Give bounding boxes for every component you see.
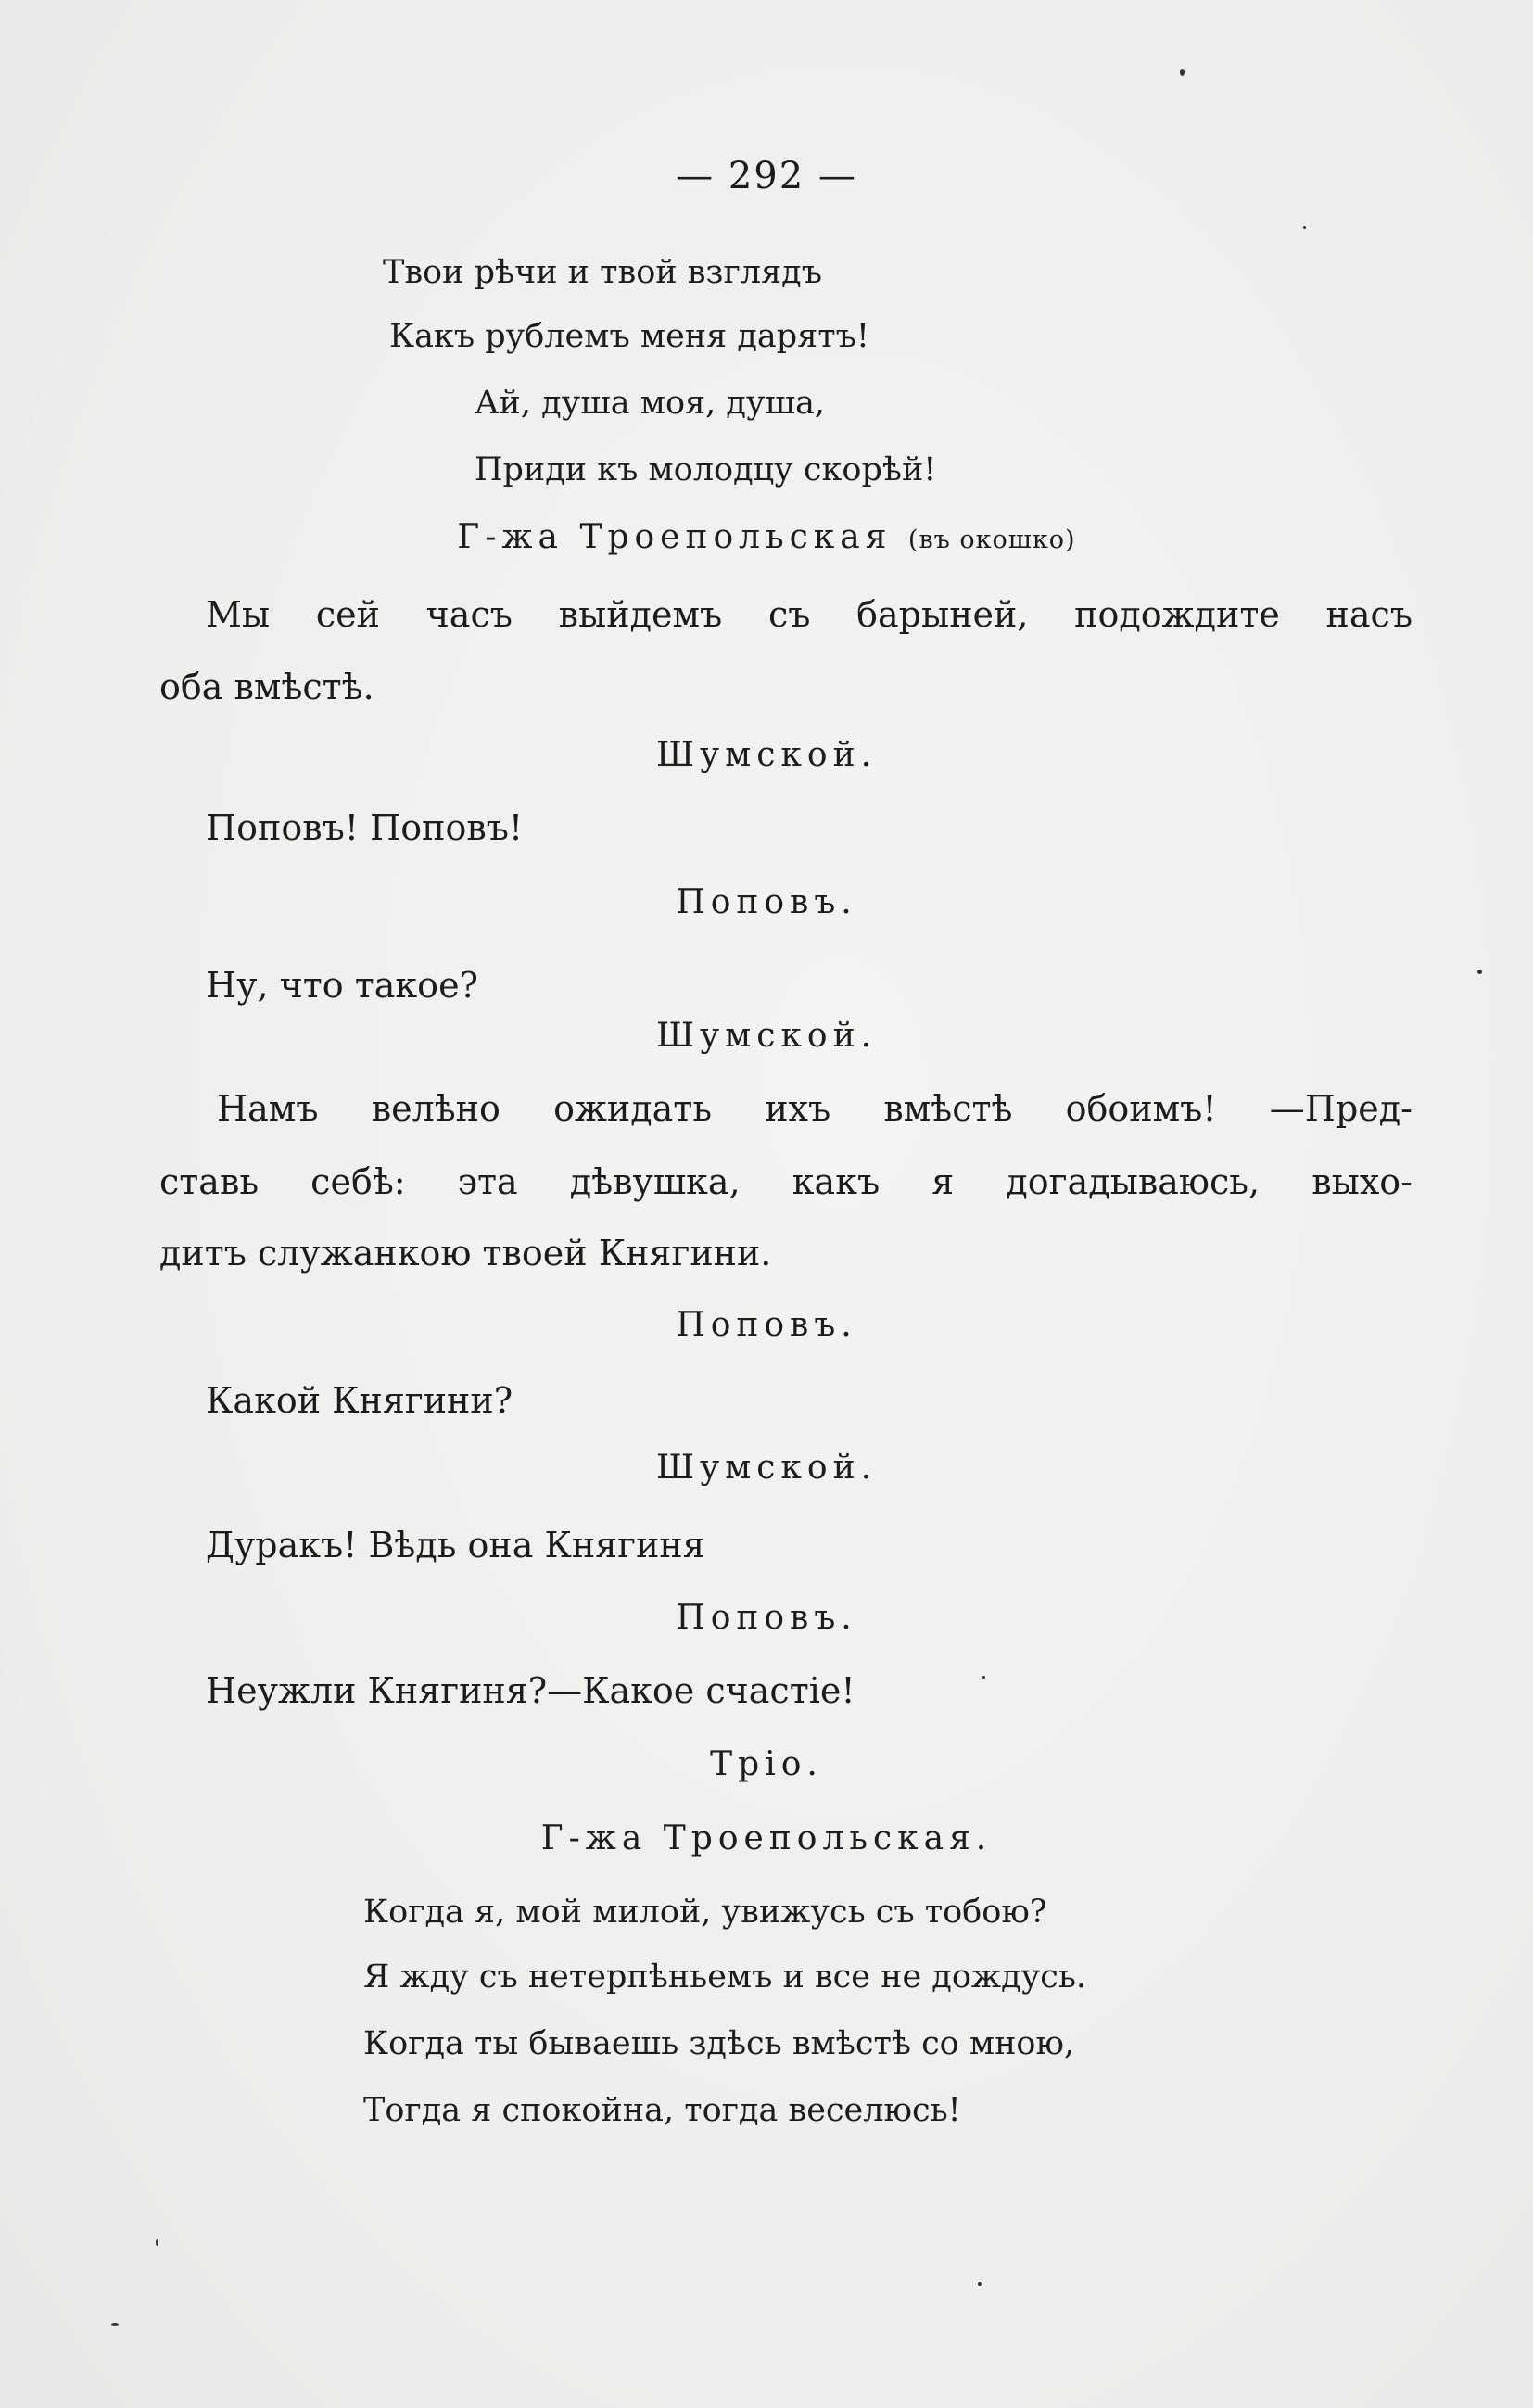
speaker-heading — [0, 518, 1533, 556]
prose-line: Какой Княгини? — [206, 1380, 513, 1421]
prose-line: дитъ служанкою твоей Княгини. — [159, 1233, 772, 1274]
prose-line: Поповъ! Поповъ! — [206, 807, 524, 848]
speaker-heading: Поповъ. — [676, 1306, 857, 1344]
page-number: — 292 — — [676, 155, 857, 197]
verse-line: Твои рѣчи и твой взглядъ — [383, 254, 822, 291]
prose-line: оба вмѣстѣ. — [159, 666, 374, 707]
prose-line: Намъ велѣно ожидать ихъ вмѣстѣ обоимъ! —Пред- — [217, 1088, 1413, 1129]
paper-speck — [156, 2239, 158, 2246]
verse-line: Когда ты бываешь здѣсь вмѣстѣ со мною, — [363, 2025, 1075, 2062]
speaker-heading: Шумской. — [655, 736, 878, 774]
speaker-name: Г-жа Троепольская — [457, 518, 893, 556]
speaker-heading: Шумской. — [655, 1017, 878, 1055]
verse-line: Какъ рублемъ меня дарятъ! — [389, 318, 869, 355]
verse-line: Когда я, мой милой, увижусь съ тобою? — [363, 1894, 1047, 1931]
prose-line: Мы сей часъ выйдемъ съ барыней, подождите насъ — [206, 594, 1413, 635]
speaker-heading: Г-жа Троепольская. — [540, 1819, 993, 1857]
verse-line: Ай, душа моя, душа, — [475, 385, 826, 422]
speaker-heading: Поповъ. — [676, 1599, 857, 1637]
verse-line: Тогда я спокойна, тогда веселюсь! — [363, 2092, 961, 2129]
speaker-heading: Шумской. — [655, 1449, 878, 1487]
prose-line: ставь себѣ: эта дѣвушка, какъ я догадываюсь, выхо- — [159, 1161, 1413, 1202]
paper-speck — [1303, 226, 1306, 229]
verse-line: Приди къ молодцу скорѣй! — [475, 451, 937, 488]
paper-speck — [982, 1676, 985, 1679]
paper-speck — [1477, 970, 1482, 974]
paper-speck — [978, 2282, 982, 2286]
paper-speck — [1180, 69, 1185, 76]
prose-line: Дуракъ! Вѣдь она Княгиня — [206, 1525, 705, 1565]
verse-line: Я жду съ нетерпѣньемъ и все не дождусь. — [363, 1958, 1087, 1996]
section-heading-trio: Тріо. — [710, 1745, 823, 1783]
paper-speck — [111, 2323, 119, 2326]
prose-line: Неужли Княгиня?—Какое счастіе! — [206, 1670, 855, 1711]
stage-direction: (въ окошко) — [907, 526, 1076, 554]
prose-line: Ну, что такое? — [206, 965, 478, 1006]
speaker-heading: Поповъ. — [676, 883, 857, 921]
